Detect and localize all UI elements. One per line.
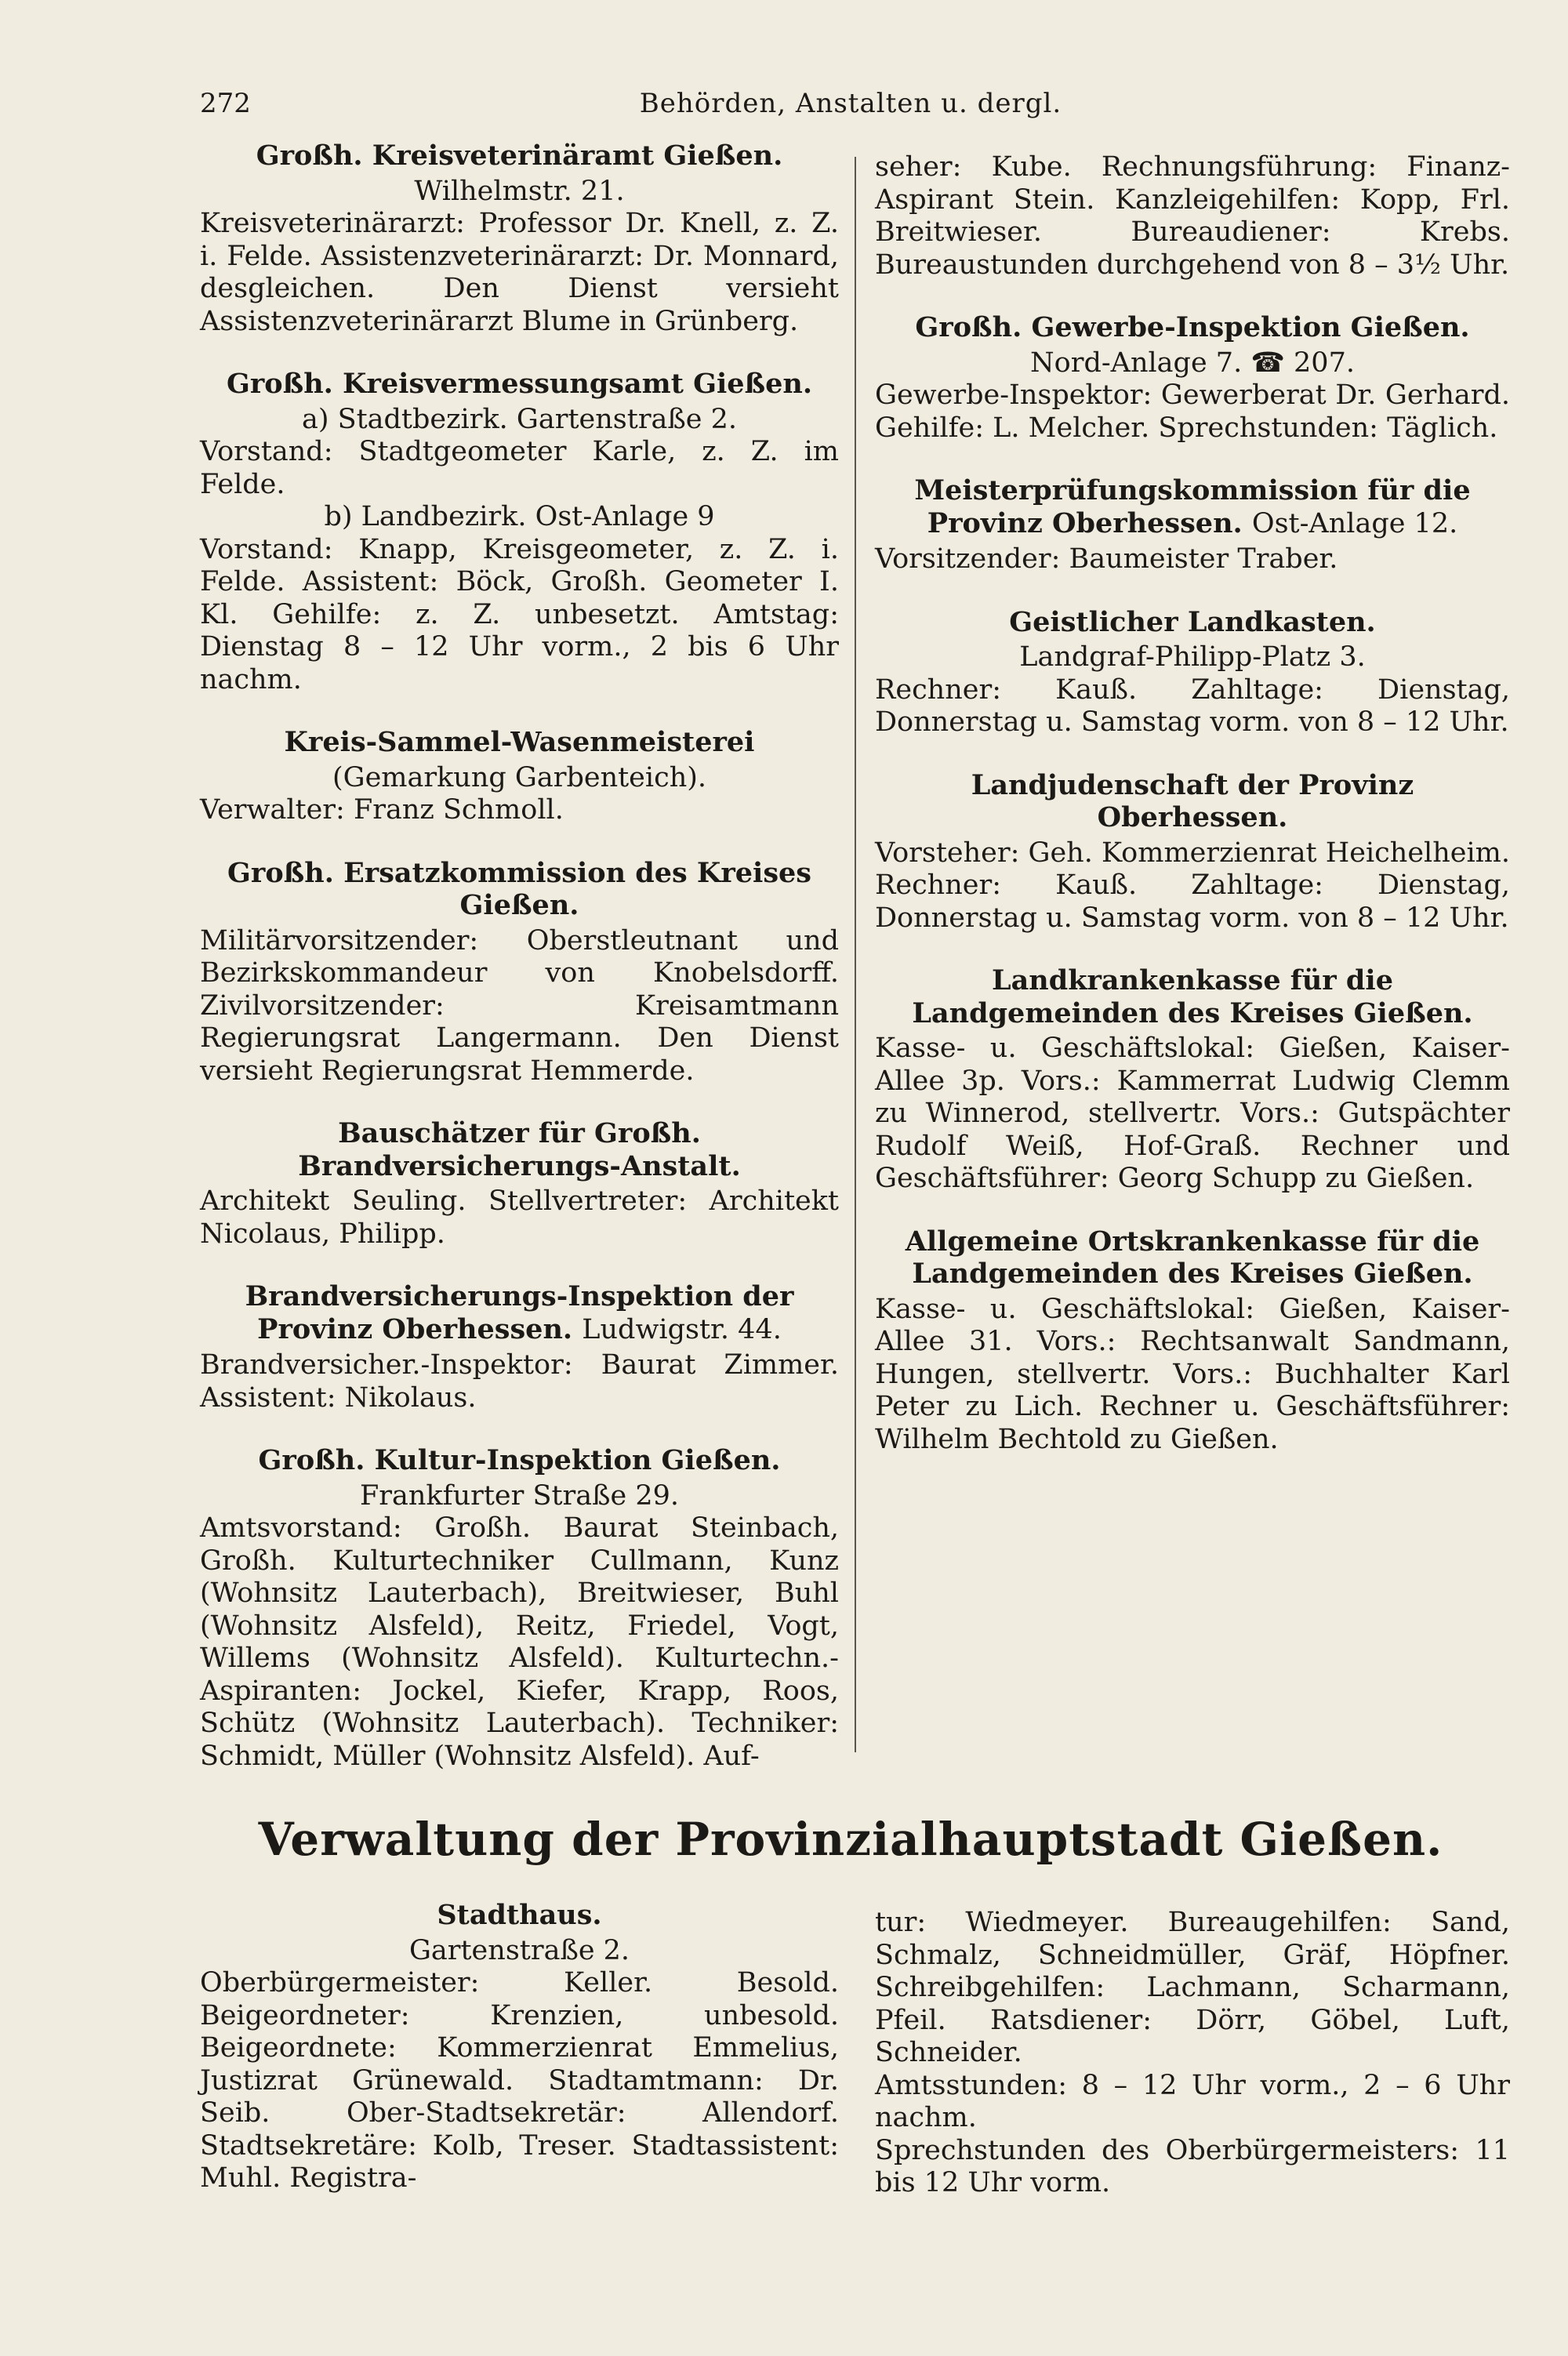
entry-address: (Gemarkung Garbenteich). [332,761,707,793]
entry-landkasten [875,606,1510,739]
entry-ersatzkommission [200,857,839,1088]
entry-subheading: b) Landbezirk. Ost-Anlage 9 [324,501,715,532]
entry-gewerbe-inspektion [875,311,1510,445]
entry-text: Rechner: Kauß. Zahltage: Dienstag, Donnerstag u. Samstag vorm. von 8 – 12 Uhr. [875,673,1510,738]
entry-text: Kasse- u. Geschäftslokal: Gießen, Kaiser-Allee 31. Vors.: Rechtsanwalt Sandmann, Hungen, stellvertr. Vors.: Buchhalter Karl Peter zu Lich. Rechner u. Geschäftsführer: Wilhelm Bechtold zu Gießen. [875,1293,1510,1455]
entry-title: Allgemeine Ortskrankenkasse für die Landgemeinden des Kreises Gießen. [905,1225,1480,1290]
entry-meisterpruefungskommission [875,474,1510,576]
entry-title-name: Brandversicherungs-Inspektion der Provinz Oberhessen. [245,1280,794,1345]
entry-title: Bauschätzer für Großh. Brandversicherungs-Anstalt. [298,1117,741,1182]
entry-text: Amtsvorstand: Großh. Baurat Steinbach, Großh. Kulturtechniker Cullmann, Kunz (Wohnsitz Lauterbach), Breitwieser, Buhl (Wohnsitz Alsfeld), Reitz, Friedel, Vogt, Willems (Wohnsitz Alsfeld). Kulturtechn.-Aspiranten: Jockel, Kiefer, Krapp, Roos, Schütz (Wohnsitz Lauterbach). Techniker: Schmidt, Müller (Wohnsitz Alsfeld). Auf- [200,1512,839,1772]
entry-brandversicherungs-inspektion [200,1280,839,1414]
running-head: Behörden, Anstalten u. dergl. [639,88,1062,119]
office-hours: Amtsstunden: 8 – 12 Uhr vorm., 2 – 6 Uhr nachm. [875,2069,1510,2133]
entry-title: Landkrankenkasse für die Landgemeinden des Kreises Gießen. [912,964,1473,1029]
entry-kultur-inspektion [200,1444,839,1773]
page-header [200,88,1501,127]
entry-kultur-inspektion-continued [875,151,1510,281]
entry-address: Gartenstraße 2. [408,1934,630,1966]
entry-address: Wilhelmstr. 21. [414,175,625,207]
page-number: 272 [200,88,251,119]
entry-title: Kreis-Sammel-Wasenmeisterei [284,726,755,758]
entry-address: Nord-Anlage 7. ☎ 207. [1030,347,1355,379]
entry-text: Verwalter: Franz Schmoll. [200,794,564,826]
entry-text: Vorsteher: Geh. Kommerzienrat Heichelheim. Rechner: Kauß. Zahltage: Dienstag, Donnerstag u. Samstag vorm. von 8 – 12 Uhr. [875,837,1510,934]
entry-text: Gewerbe-Inspektor: Gewerberat Dr. Gerhard. Gehilfe: L. Melcher. Sprechstunden: Täglich. [875,379,1510,444]
entry-title [200,1280,839,1346]
entry-title: Großh. Ersatzkommission des Kreises Gießen. [227,856,811,921]
right-column [875,151,1510,1486]
entry-kreisveterinaeramt [200,140,839,338]
entry-landkrankenkasse [875,964,1510,1196]
entry-text: Vorstand: Stadtgeometer Karle, z. Z. im Felde. [200,436,839,500]
column-divider [855,157,856,1752]
entry-title-address: Ludwigstr. 44. [582,1313,782,1345]
entry-bauschaetzer [200,1117,839,1251]
entry-text: Oberbürgermeister: Keller. Besold. Beigeordneter: Krenzien, unbesold. Beigeordnete: Kommerzienrat Emmelius, Justizrat Grünewald. Stadtamtmann: Dr. Seib. Ober-Stadtsekretär: Allendorf. Stadtsekretäre: Kolb, Treser. Stadtassistent: Muhl. Registra- [200,1967,839,2194]
entry-text: Brandversicher.-Inspektor: Baurat Zimmer. Assistent: Nikolaus. [200,1349,839,1414]
entry-text: Kasse- u. Geschäftslokal: Gießen, Kaiser-Allee 3p. Vors.: Kammerrat Ludwig Clemm zu Winnerod, stellvertr. Vors.: Gutspächter Rudolf Weiß, Hof-Graß. Rechner und Geschäftsführer: Georg Schupp zu Gießen. [875,1033,1510,1194]
entry-text: seher: Kube. Rechnungsführung: Finanz-Aspirant Stein. Kanzleigehilfen: Kopp, Frl. Breitwieser. Bureaudiener: Krebs. Bureaustunden durchgehend von 8 – 3½ Uhr. [875,151,1510,281]
entry-title: Großh. Kultur-Inspektion Gießen. [258,1444,781,1476]
entry-title: Landjudenschaft der Provinz Oberhessen. [971,768,1414,833]
entry-text: Militärvorsitzender: Oberstleutnant und Bezirkskommandeur von Knobelsdorff. Zivilvorsitzender: Kreisamtmann Regierungsrat Langermann. Den Dienst versieht Regierungsrat Hemmerde. [200,924,839,1087]
entry-title-name: Meisterprüfungskommission für die Provinz Oberhessen. [914,474,1471,539]
section-heading: Verwaltung der Provinzialhauptstadt Gießen. [258,1813,1443,1866]
entry-kreisvermessungsamt [200,368,839,696]
stadthaus-left [200,1899,839,2195]
entry-title: Stadthaus. [437,1899,602,1931]
entry-address: Frankfurter Straße 29. [359,1479,679,1512]
entry-text: Kreisveterinärarzt: Professor Dr. Knell, z. Z. i. Felde. Assistenzveterinärarzt: Dr. Monnard, desgleichen. Den Dienst versieht Assistenzveterinärarzt Blume in Grünberg. [200,208,839,337]
consultation-hours: Sprechstunden des Oberbürgermeisters: 11 bis 12 Uhr vorm. [875,2134,1510,2198]
entry-title-address: Ost-Anlage 12. [1251,507,1458,539]
entry-wasenmeisterei [200,726,839,827]
entry-title [875,474,1510,540]
entry-text: Vorsitzender: Baumeister Traber. [875,543,1338,575]
entry-text: tur: Wiedmeyer. Bureaugehilfen: Sand, Schmalz, Schneidmüller, Gräf, Höpfner. Schreibgehilfen: Lachmann, Scharmann, Pfeil. Ratsdiener: Dörr, Göbel, Luft, Schneider. [875,1907,1510,2068]
entry-subheading: a) Stadtbezirk. Gartenstraße 2. [301,403,738,435]
entry-text: Vorstand: Knapp, Kreisgeometer, z. Z. i. Felde. Assistent: Böck, Großh. Geometer I. Kl. Gehilfe: z. Z. unbesetzt. Amtstag: Dienstag 8 – 12 Uhr vorm., 2 bis 6 Uhr nachm. [200,533,839,695]
entry-title: Großh. Kreisvermessungsamt Gießen. [226,368,813,400]
entry-title: Großh. Gewerbe-Inspektion Gießen. [915,311,1470,343]
entry-ortskrankenkasse [875,1225,1510,1457]
entry-title: Geistlicher Landkasten. [1009,605,1376,638]
entry-text: Architekt Seuling. Stellvertreter: Architekt Nicolaus, Philipp. [200,1185,839,1250]
left-column [200,140,839,1802]
stadthaus-right [875,1907,1510,2200]
entry-landjudenschaft [875,769,1510,935]
entry-address: Landgraf-Philipp-Platz 3. [1019,641,1366,673]
entry-title: Großh. Kreisveterinäramt Gießen. [256,140,783,172]
